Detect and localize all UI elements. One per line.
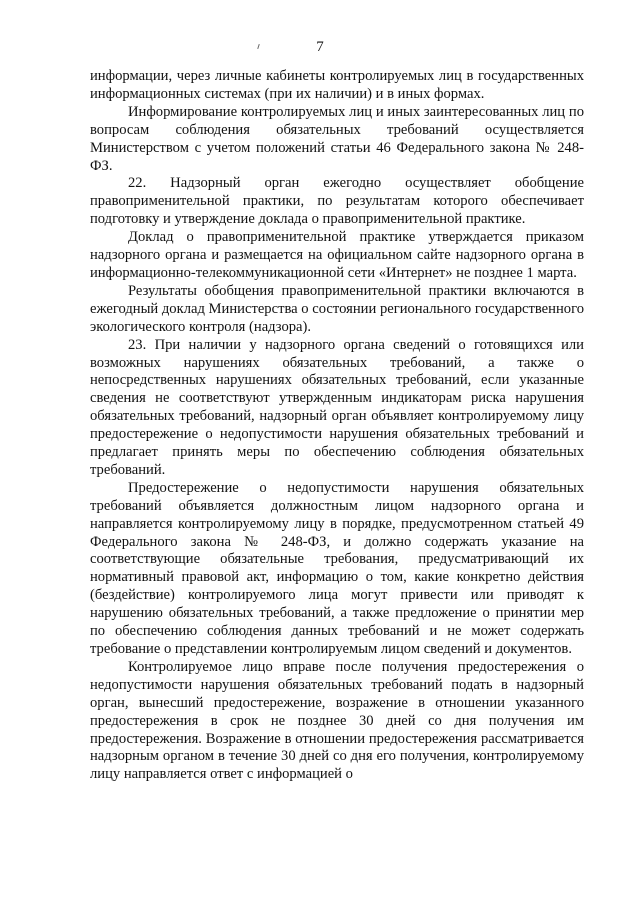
paragraph-2: Информирование контролируемых лиц и иных заинтересованных лиц по вопросам соблюдения обязательных требований осуществляется Министерством с учетом положений статьи 46 Федерального закона № 248-ФЗ. <box>90 103 584 174</box>
paragraph-6: 23. При наличии у надзорного органа сведений о готовящихся или возможных нарушениях обязательных требований, а также о непосредственных нарушениях обязательных требований, если указанные сведения не соответствуют утвержденным индикаторам риска нарушения обязательных требований, надзорный орган объявляет контролируемому лицу предостережение о недопустимости нарушения обязательных требований и предлагает принять меры по обеспечению соблюдения обязательных требований. <box>90 336 584 478</box>
paragraph-8: Контролируемое лицо вправе после получения предостережения о недопустимости нарушения обязательных требований подать в надзорный орган, вынесший предостережение, возражение в отношении указанного предостережения в срок не позднее 30 дней со дня получения им предостережения. Возражение в отношении предостережения рассматривается надзорным органом в течение 30 дней со дня его получения, контролируемому лицу направляется ответ с информацией о <box>90 658 584 783</box>
page-number: 7 <box>316 39 324 55</box>
paragraph-3: 22. Надзорный орган ежегодно осуществляет обобщение правоприменительной практики, по результатам которого обеспечивает подготовку и утверждение доклада о правоприменительной практике. <box>90 175 584 228</box>
paragraph-1: информации, через личные кабинеты контролируемых лиц в государственных информационных системах (при их наличии) и в иных формах. <box>90 68 584 102</box>
paragraph-5: Результаты обобщения правоприменительной практики включаются в ежегодный доклад Министерства о состоянии регионального государственного экологического контроля (надзора). <box>90 282 584 335</box>
paragraph-4: Доклад о правоприменительной практике утверждается приказом надзорного органа и размещается на официальном сайте надзорного органа в информационно-телекоммуникационной сети «Интернет» не позднее 1 марта. <box>90 229 584 281</box>
document-body <box>90 68 584 784</box>
paragraph-7: Предостережение о недопустимости нарушения обязательных требований объявляется должностным лицом надзорного органа и направляется контролируемому лицу в порядке, предусмотренном статьей 49 Федерального закона № 248-ФЗ, и должно содержать указание на соответствующие обязательные требования, предусматривающий их нормативный правовой акт, информацию о том, какие конкретно действия (бездействие) контролируемого лица могут привести или приводят к нарушению обязательных требований, а также предложение о принятии мер по обеспечению соблюдения данных требований и не может содержать требование о представлении контролируемым лицом сведений и документов. <box>90 479 584 657</box>
